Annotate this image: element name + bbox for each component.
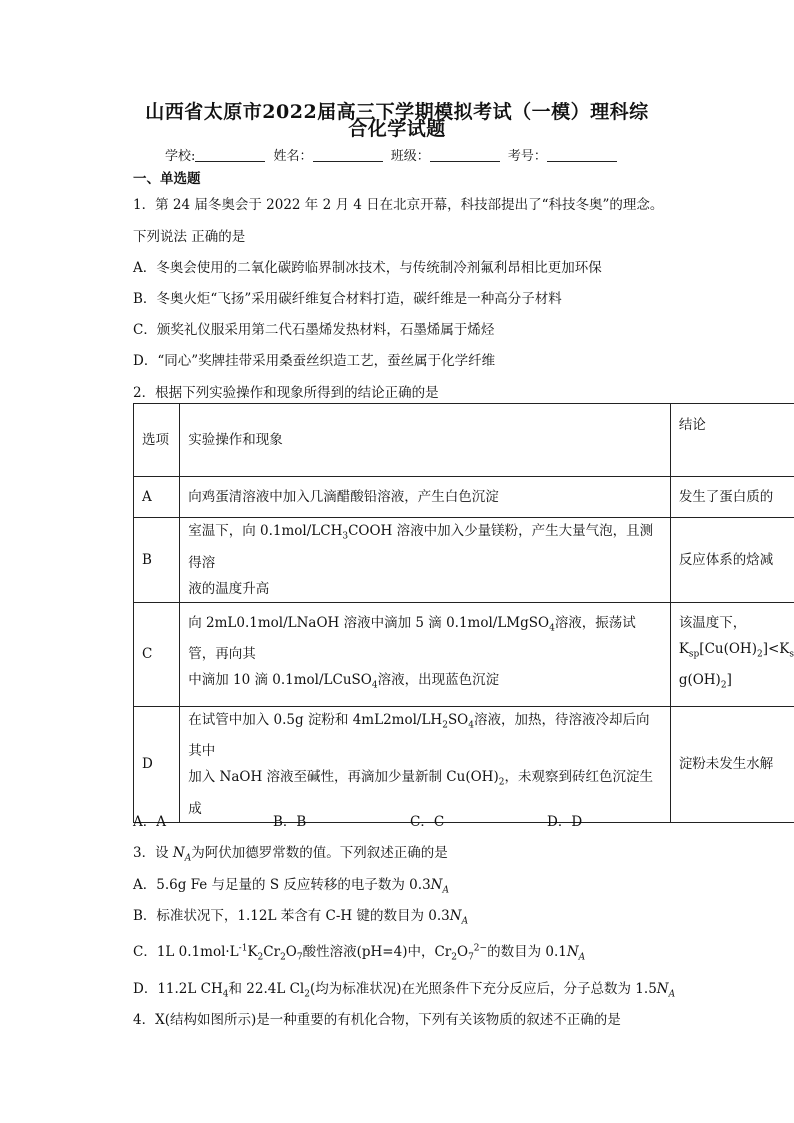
class-field[interactable] <box>430 149 500 162</box>
page-title-line1: 山西省太原市2022届高三下学期模拟考试（一模）理科综 <box>145 101 649 123</box>
name-field[interactable] <box>313 149 383 162</box>
header-conclusion: 结论 <box>670 404 794 477</box>
q1-stem-2: 下列说法 正确的是 <box>133 229 246 245</box>
row-a-conclusion: 发生了蛋白质的 <box>670 477 794 518</box>
row-c-option: C <box>134 602 180 706</box>
q3-stem: 3．设 $N_A$为阿伏加德罗常数的值。下列叙述正确的是 <box>133 845 448 864</box>
q2-option-b: B．B <box>273 814 307 830</box>
class-label: 班级： <box>390 149 430 164</box>
number-field[interactable] <box>547 149 617 162</box>
q3-option-b: B．标准状况下，1.12L 苯含有 C-H 键的数目为 $0.3N_A$ <box>133 908 469 927</box>
number-label: 考号： <box>507 149 547 164</box>
row-d-conclusion: 淀粉未发生水解 <box>670 706 794 822</box>
page-title-line2: 合化学试题 <box>348 118 446 140</box>
q1-option-a: A．冬奥会使用的二氧化碳跨临界制冰技术，与传统制冷剂氟利昂相比更加环保 <box>133 260 602 276</box>
school-field[interactable] <box>195 149 265 162</box>
section-heading: 一、单选题 <box>133 171 201 187</box>
q2-stem: 2．根据下列实验操作和现象所得到的结论正确的是 <box>133 385 439 401</box>
table-row <box>134 477 794 518</box>
q3-option-a: A．5.6g Fe 与足量的 S 反应转移的电子数为 $0.3N_A$ <box>133 877 449 896</box>
header-operation: 实验操作和现象 <box>180 404 671 477</box>
q2-option-d: D．D <box>547 814 583 830</box>
table-row <box>134 518 794 603</box>
row-c-conclusion: 该温度下， $K_{sp}[Cu(OH)_2]<K_s$ $g(OH)_2$] <box>670 602 794 706</box>
row-a-option: A <box>134 477 180 518</box>
row-b-operation: 室温下，向 $0.1mol/LCH_3COOH$ 溶液中加入少量镁粉，产生大量气泡，且测得溶 液的温度升高 <box>180 518 671 603</box>
name-label: 姓名： <box>273 149 313 164</box>
q4-stem: 4．X(结构如图所示)是一种重要的有机化合物，下列有关该物质的叙述不正确的是 <box>133 1012 621 1028</box>
row-b-option: B <box>134 518 180 603</box>
q1-option-d: D．“同心”奖牌挂带采用桑蚕丝织造工艺，蚕丝属于化学纤维 <box>133 353 496 369</box>
q1-option-c: C．颁奖礼仪服采用第二代石墨烯发热材料，石墨烯属于烯烃 <box>133 322 495 338</box>
table-header-row <box>134 404 794 477</box>
row-d-option: D <box>134 706 180 822</box>
school-label: 学校: <box>165 149 196 164</box>
q1-stem-1: 1．第 24 届冬奥会于 2022 年 2 月 4 日在北京开幕，科技部提出了“科技冬奥”的理念。 <box>133 197 664 213</box>
table-row <box>134 602 794 706</box>
q1-option-b: B．冬奥火炬“飞扬”采用碳纤维复合材料打造，碳纤维是一种高分子材料 <box>133 291 562 307</box>
row-b-conclusion: 反应体系的焓减 <box>670 518 794 603</box>
row-c-operation: 向 2mL0.1mol/LNaOH 溶液中滴加 5 滴 0.1mol/LMgSO$_4$溶液，振荡试管，再向其 中滴加 10 滴 0.1mol/LCuSO$_4$溶液，出现蓝色沉淀 <box>180 602 671 706</box>
q2-table <box>133 403 794 823</box>
student-info-row <box>165 145 621 164</box>
q2-option-a: A．A <box>133 814 166 830</box>
q2-option-c: C．C <box>410 814 445 830</box>
q3-option-c: C．1L $0.1mol\cdot L^{-1}K_2Cr_2O_7$酸性溶液(pH=4)中，$Cr_2O_7^{2-}$的数目为 $0.1N_A$ <box>133 943 586 963</box>
row-d-operation: 在试管中加入 0.5g 淀粉和 $4mL2mol/LH_2SO_4$溶液，加热，待溶液冷却后向其中 加入 NaOH 溶液至碱性，再滴加少量新制 $Cu(OH)_2$，未观察到砖红色沉淀生成 <box>180 706 671 822</box>
header-option: 选项 <box>134 404 180 477</box>
row-a-operation: 向鸡蛋清溶液中加入几滴醋酸铅溶液，产生白色沉淀 <box>180 477 671 518</box>
table-row <box>134 706 794 822</box>
q3-option-d: D．11.2L $CH_4$和 22.4L $Cl_2$(均为标准状况)在光照条件下充分反应后，分子总数为 $1.5N_A$ <box>133 981 676 1000</box>
